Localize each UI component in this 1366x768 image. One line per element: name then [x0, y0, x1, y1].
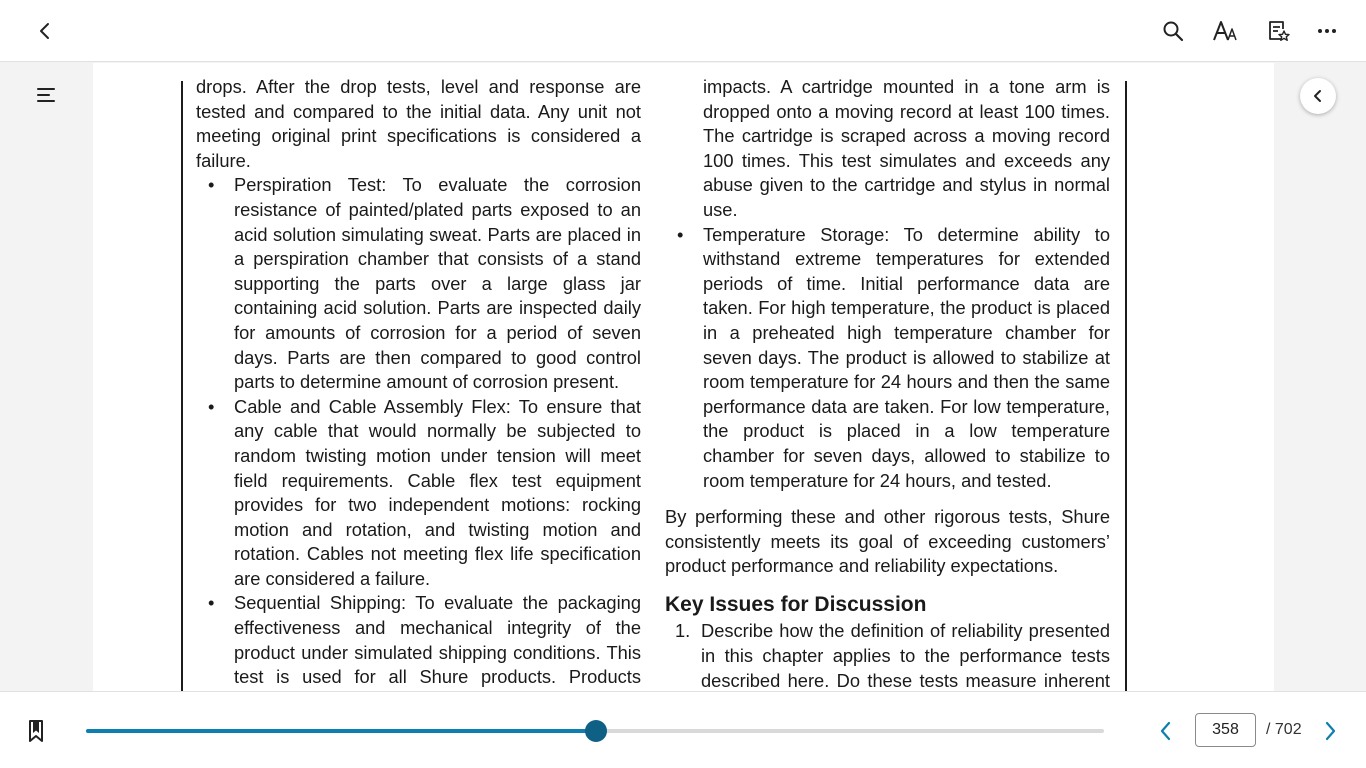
bullet-marker: •	[208, 592, 215, 614]
bullet-list-item	[665, 223, 1110, 494]
chevron-right-icon	[1323, 721, 1337, 741]
bullet-list-item	[196, 173, 641, 394]
left-text-column	[196, 75, 641, 739]
next-page-button[interactable]	[1316, 716, 1344, 746]
continued-text: drops. After the drop tests, level and response are tested and compared to the initial data. Any unit not meeting original print specifications is considered a failure.	[196, 76, 641, 171]
continued-text: impacts. A cartridge mounted in a tone arm is dropped onto a moving record at least 100 times. The cartridge is scraped across a moving record 100 times. This test simulates and exceeds any abuse given to the cartridge and stylus in normal use.	[703, 76, 1110, 220]
document-page	[93, 63, 1274, 691]
list-number: 1.	[675, 620, 691, 642]
page-number-input[interactable]	[1195, 713, 1256, 747]
list-item-text: Perspiration Test: To evaluate the corrosion resistance of painted/plated parts exposed to an acid solution simulating sweat. Parts are placed in a perspiration chamber that consists of a stand supporting the parts over a large glass jar containing acid solution. Parts are inspected daily for amounts of corrosion for a period of seven days. Parts are then compared to good control parts to determine amount of corrosion present.	[234, 174, 641, 393]
paragraph: By performing these and other rigorous tests, Shure consistently meets its goal of exceeding customers’ product performance and reliability expectations.	[665, 506, 1110, 577]
chevron-left-icon	[1159, 721, 1173, 741]
progress-fill	[86, 729, 596, 733]
bullet-marker: •	[677, 223, 684, 245]
page-border-left	[181, 81, 183, 721]
more-options-button[interactable]	[1311, 15, 1343, 47]
text-options-button[interactable]	[1208, 15, 1242, 47]
total-pages-label: / 702	[1266, 721, 1302, 738]
progress-thumb[interactable]	[585, 720, 607, 742]
bottom-navigation-bar	[0, 691, 1366, 768]
favorites-button[interactable]	[1262, 15, 1294, 47]
chevron-left-icon	[35, 21, 55, 41]
chevron-left-icon	[1311, 89, 1325, 103]
menu-lines-icon	[37, 87, 55, 103]
bookmark-button[interactable]	[22, 716, 50, 746]
bullet-list-item	[196, 395, 641, 592]
page-border-right	[1125, 81, 1127, 721]
search-button[interactable]	[1157, 15, 1189, 47]
list-item-text: Sequential Shipping: To evaluate the packaging effectiveness and mechanical integrity of the product under simulated shipping conditions. This test is used for all Shure products. Products	[234, 592, 641, 688]
more-horizontal-icon	[1317, 28, 1337, 34]
page-progress-slider[interactable]	[86, 729, 1104, 733]
list-star-icon	[1266, 19, 1290, 43]
list-item-text: Temperature Storage: To determine ability to withstand extreme temperatures for extended periods of time. Initial performance data are taken. For high temperature, the product is placed in a preheated high temperature chamber for seven days. The product is allowed to stabilize at room temperature for 24 hours and then the same performance data are taken. For low temperature, the product is placed in a low temperature chamber for seven days, allowed to stabilize to room temperature for 24 hours, and tested.	[703, 223, 1110, 491]
collapse-pane-button[interactable]	[1300, 78, 1336, 114]
bullet-marker: •	[208, 174, 215, 196]
right-text-column	[665, 75, 1110, 718]
list-item-text: Cable and Cable Assembly Flex: To ensure that any cable that would normally be subjected to random twisting motion under tension will meet field requirements. Cable flex test equipment provides for two independent motions: rocking motion and rotation, and twisting motion and rotation. Cables not meeting flex life specification are considered a failure.	[234, 395, 641, 589]
previous-page-button[interactable]	[1152, 716, 1180, 746]
search-icon	[1162, 20, 1184, 42]
back-button[interactable]	[30, 16, 60, 46]
section-heading: Key Issues for Discussion	[665, 592, 927, 616]
contents-toggle-button[interactable]	[30, 80, 62, 110]
bookmark-icon	[28, 720, 44, 742]
top-toolbar	[0, 0, 1366, 62]
bullet-marker: •	[208, 395, 215, 417]
text-size-icon	[1212, 20, 1238, 42]
list-item-text: Describe how the definition of reliability presented in this chapter applies to the performance tests described here. Do these tests measure inherent	[701, 620, 1110, 691]
